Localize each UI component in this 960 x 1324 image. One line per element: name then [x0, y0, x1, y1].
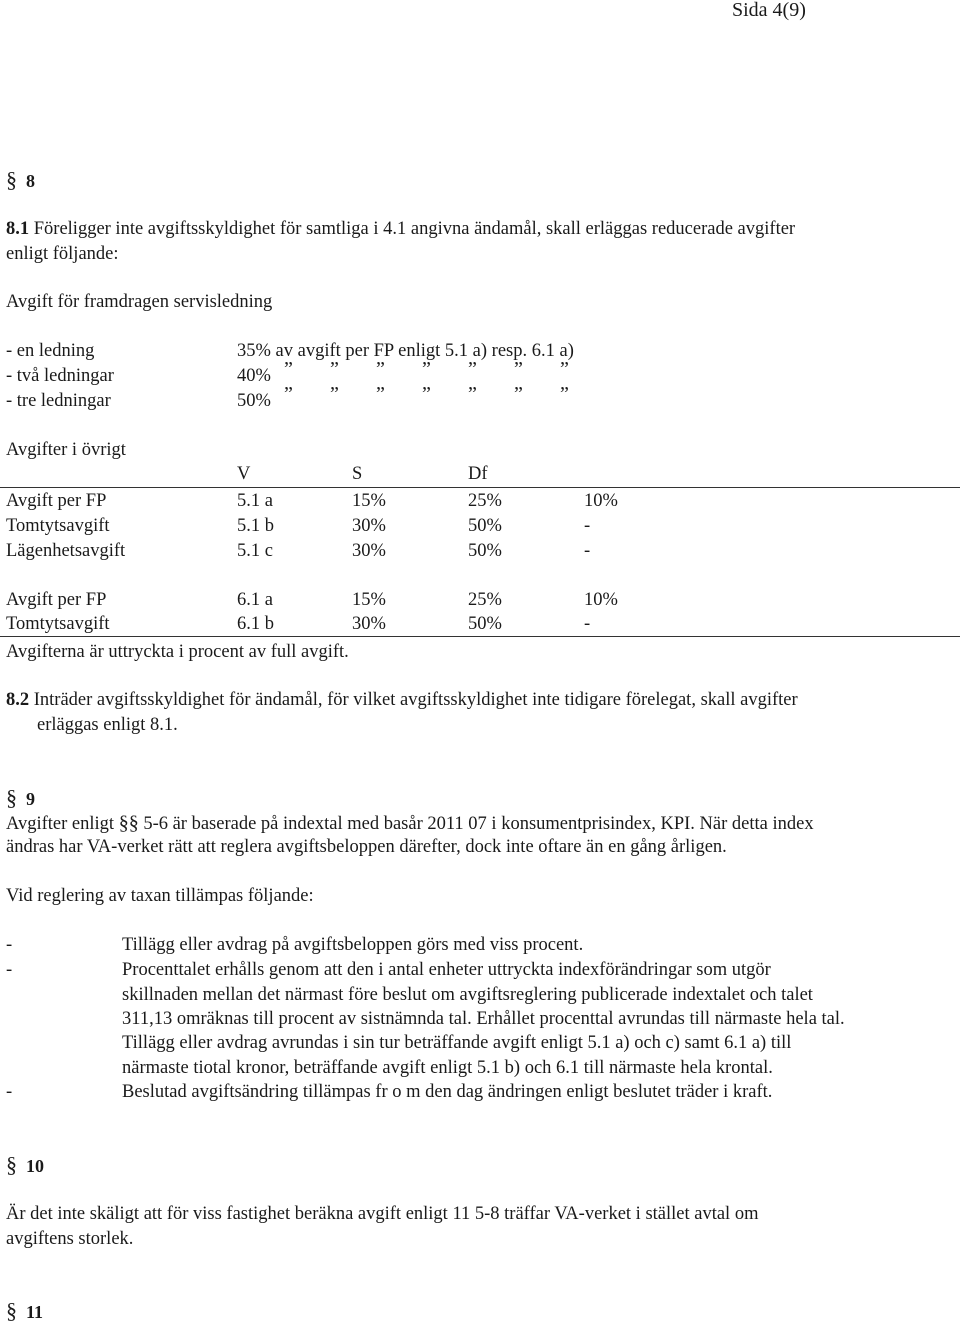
- section-10-line2: avgiftens storlek.: [6, 1229, 134, 1249]
- table-cell-s: 50%: [468, 614, 502, 634]
- table-cell-df: 10%: [584, 491, 618, 511]
- table-row-label: Tomtytsavgift: [6, 516, 110, 536]
- table-header-df: Df: [468, 464, 488, 484]
- ovrigt-heading: Avgifter i övrigt: [6, 440, 126, 460]
- ledning-value: 50%: [237, 391, 271, 411]
- table-row-label: Avgift per FP: [6, 590, 107, 610]
- section-symbol: §: [6, 1152, 17, 1177]
- ledning-value: 40%: [237, 366, 271, 386]
- servis-heading: Avgift för framdragen servisledning: [6, 292, 273, 312]
- section-10-line1: Är det inte skäligt att för viss fastighet beräkna avgift enligt 11 5-8 träffar VA-verket i stället avtal om: [6, 1204, 759, 1224]
- section-symbol: §§: [118, 812, 139, 834]
- list-item-line: Tillägg eller avdrag avrundas i sin tur beträffande avgift enligt 5.1 a) och c) samt 6.1 a) till: [122, 1033, 792, 1053]
- ledning-value: 35% av avgift per FP enligt 5.1 a) resp. 6.1 a): [237, 341, 574, 361]
- table-cell-v: 30%: [352, 541, 386, 561]
- table-cell-s: 50%: [468, 541, 502, 561]
- table-row-ref: 5.1 c: [237, 541, 273, 561]
- list-item: Tillägg eller avdrag på avgiftsbeloppen görs med viss procent.: [122, 935, 584, 955]
- paragraph-8-2-line2: erläggas enligt 8.1.: [37, 715, 178, 735]
- text: Avgifter enligt: [6, 814, 115, 834]
- section-symbol: §: [6, 167, 17, 192]
- section-number: 9: [26, 789, 35, 809]
- page-number: Sida 4(9): [732, 0, 806, 21]
- table-cell-df: -: [584, 541, 591, 561]
- section-number: 8: [26, 171, 35, 191]
- section-number: 10: [26, 1156, 44, 1176]
- table-row-ref: 6.1 b: [237, 614, 274, 634]
- section-9-line2: ändras har VA-verket rätt att reglera avgiftsbeloppen därefter, dock inte oftare än en gång årligen.: [6, 837, 727, 857]
- table-cell-df: -: [584, 516, 591, 536]
- table-cell-s: 25%: [468, 491, 502, 511]
- paragraph-8-1-line2: enligt följande:: [6, 244, 119, 264]
- list-item-line: närmaste tiotal kronor, beträffande avgift enligt 5.1 b) och 6.1 till närmaste hela krontal.: [122, 1058, 773, 1078]
- paragraph-label: 8.2: [6, 690, 30, 710]
- table-row-label: Lägenhetsavgift: [6, 541, 126, 561]
- ledning-label: - en ledning: [6, 341, 95, 361]
- table-cell-s: 25%: [468, 590, 502, 610]
- list-bullet: -: [6, 1082, 13, 1102]
- section-9-line1: [6, 812, 814, 835]
- section-10-heading: [6, 1154, 44, 1177]
- regl-heading: Vid reglering av taxan tillämpas följande:: [6, 886, 314, 906]
- table-header-v: V: [237, 464, 251, 484]
- table-header-s: S: [352, 464, 363, 484]
- table-cell-df: 10%: [584, 590, 618, 610]
- paragraph-8-2-line1: [6, 689, 798, 711]
- table-cell-v: 15%: [352, 491, 386, 511]
- section-11-heading: [6, 1300, 43, 1323]
- paragraph-label: 8.1: [6, 219, 30, 239]
- ledning-label: - två ledningar: [6, 366, 114, 386]
- table-cell-v: 30%: [352, 614, 386, 634]
- table-row-label: Tomtytsavgift: [6, 614, 110, 634]
- table-top-rule: [0, 487, 960, 488]
- list-item-line: skillnaden mellan det närmast före beslut om avgiftsreglering publicerade indextalet och talet: [122, 985, 813, 1005]
- list-bullet: -: [6, 960, 13, 980]
- table-cell-v: 15%: [352, 590, 386, 610]
- paragraph-8-1-line1: [6, 218, 795, 240]
- section-8-heading: [6, 169, 35, 192]
- section-number: 11: [26, 1302, 44, 1322]
- ledning-label: - tre ledningar: [6, 391, 111, 411]
- table-bottom-rule: [0, 636, 960, 637]
- table-cell-s: 50%: [468, 516, 502, 536]
- list-item-line: 311,13 omräknas till procent av sistnämnda tal. Erhållet procenttal avrundas till närmaste hela tal.: [122, 1009, 845, 1029]
- paragraph-text: Inträder avgiftsskyldighet för ändamål, för vilket avgiftsskyldighet inte tidigare förelegat, skall avgifter: [33, 690, 798, 710]
- section-9-heading: [6, 787, 35, 810]
- table-row-ref: 5.1 a: [237, 491, 273, 511]
- table-row-label: Avgift per FP: [6, 491, 107, 511]
- table-cell-v: 30%: [352, 516, 386, 536]
- ditto-marks: ” ” ” ” ” ” ”: [284, 358, 569, 380]
- table-row-ref: 6.1 a: [237, 590, 273, 610]
- text: 5-6 är baserade på indextal med basår 2011 07 i konsumentprisindex, KPI. När detta index: [143, 814, 814, 834]
- section-symbol: §: [6, 785, 17, 810]
- paragraph-text: Föreligger inte avgiftsskyldighet för samtliga i 4.1 angivna ändamål, skall erläggas reducerade avgifter: [33, 219, 796, 239]
- table-cell-df: -: [584, 614, 591, 634]
- list-item: Beslutad avgiftsändring tillämpas fr o m den dag ändringen enligt beslutet träder i kraft.: [122, 1082, 773, 1102]
- list-item-line: Procenttalet erhålls genom att den i antal enheter uttryckta indexförändringar som utgör: [122, 960, 771, 980]
- ditto-marks: ” ” ” ” ” ” ”: [284, 383, 569, 405]
- section-symbol: §: [6, 1298, 17, 1323]
- table-note: Avgifterna är uttryckta i procent av full avgift.: [6, 642, 349, 662]
- list-bullet: -: [6, 935, 13, 955]
- table-row-ref: 5.1 b: [237, 516, 274, 536]
